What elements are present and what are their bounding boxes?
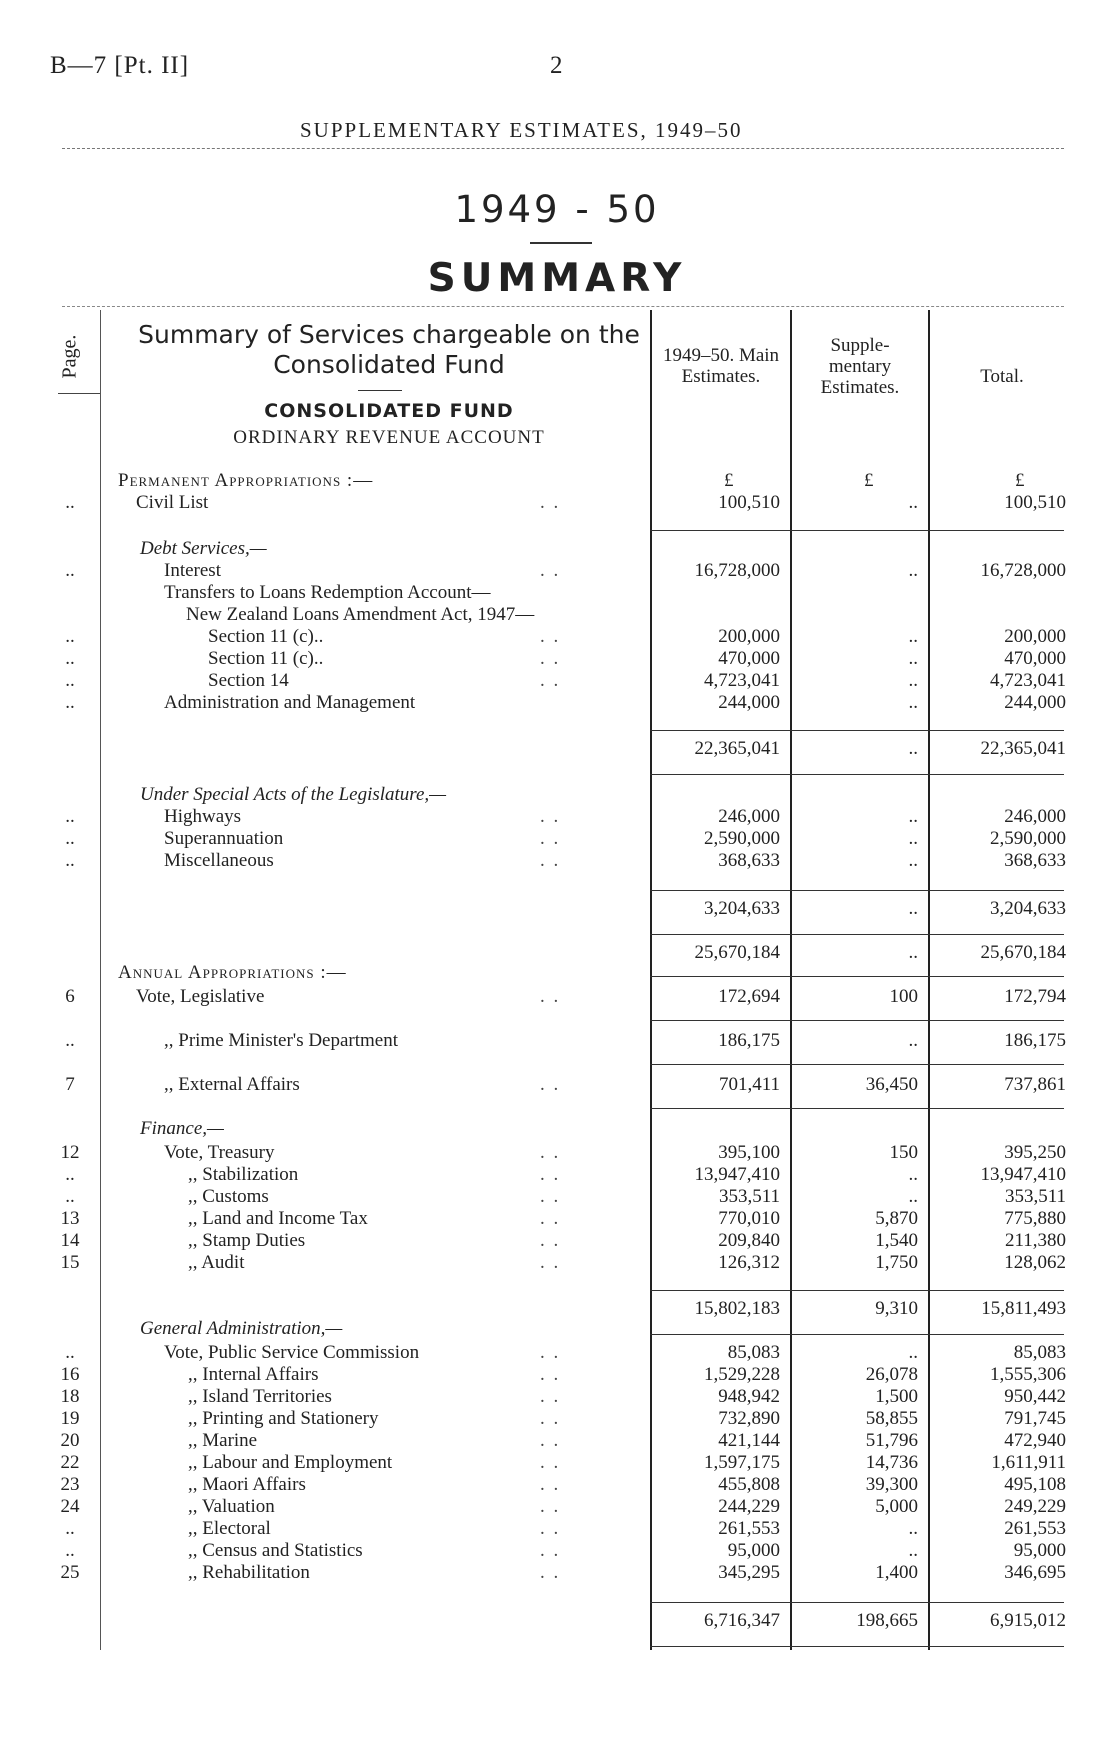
- row-label: ,, Marine: [188, 1430, 258, 1451]
- row-main-estimate: 4,723,041: [704, 670, 780, 691]
- leader-dots: . .: [540, 1342, 561, 1363]
- row-page: 19: [60, 1408, 80, 1429]
- row-main-estimate: 244,000: [718, 692, 780, 713]
- row-main-estimate: 246,000: [718, 806, 780, 827]
- leader-dots: . .: [540, 806, 561, 827]
- subtotal-row: [0, 1610, 1114, 1632]
- leader-dots: . .: [540, 1142, 561, 1163]
- subtotal-row: [0, 898, 1114, 920]
- row-main-estimate: 2,590,000: [704, 828, 780, 849]
- row-total: 22,365,041: [980, 738, 1066, 759]
- row-page: 22: [60, 1452, 80, 1473]
- year-heading: 1949 - 50: [454, 188, 660, 231]
- leader-dots: . .: [540, 1496, 561, 1517]
- row-page: ..: [65, 828, 75, 849]
- row-main-estimate: 16,728,000: [694, 560, 780, 581]
- col-main-header: 1949–50. Main Estimates.: [662, 345, 780, 387]
- row-main-estimate: 1,597,175: [704, 1452, 780, 1473]
- row-total: 1,555,306: [990, 1364, 1066, 1385]
- row-page: ..: [65, 648, 75, 669]
- row-page: 14: [60, 1230, 80, 1251]
- page-number: 2: [550, 52, 563, 79]
- row-main-estimate: 25,670,184: [694, 942, 780, 963]
- row-label: ,, Electoral: [188, 1518, 271, 1539]
- row-supplementary: ..: [908, 1030, 918, 1051]
- row-label: ,, Stabilization: [188, 1164, 299, 1185]
- row-supplementary: 1,540: [875, 1230, 918, 1251]
- row-label: Vote, Treasury: [164, 1142, 275, 1163]
- leader-dots: . .: [540, 1164, 561, 1185]
- table-row: [0, 1496, 1114, 1518]
- leader-dots: . .: [540, 648, 561, 669]
- row-page: ..: [65, 1030, 75, 1051]
- row-total: 775,880: [1004, 1208, 1066, 1229]
- table-row: [0, 560, 1114, 582]
- row-supplementary: 36,450: [865, 1074, 918, 1095]
- row-supplementary: ..: [908, 898, 918, 919]
- table-row: [0, 1186, 1114, 1208]
- subtotal-row: [0, 738, 1114, 760]
- row-page: 25: [60, 1562, 80, 1583]
- row-main-estimate: 732,890: [718, 1408, 780, 1429]
- page-column-header: Page.: [58, 334, 81, 379]
- table-row: [0, 1518, 1114, 1540]
- row-label: Administration and Management: [164, 692, 416, 713]
- row-supplementary: ..: [908, 1540, 918, 1561]
- row-total: 25,670,184: [980, 942, 1066, 963]
- col-supp-header: Supple-mentary Estimates.: [820, 335, 900, 398]
- table-row: [0, 1074, 1114, 1096]
- row-total: 261,553: [1004, 1518, 1066, 1539]
- row-supplementary: 9,310: [875, 1298, 918, 1319]
- table-row: [0, 1386, 1114, 1408]
- row-total: 16,728,000: [980, 560, 1066, 581]
- row-page: ..: [65, 1540, 75, 1561]
- row-main-estimate: 172,694: [718, 986, 780, 1007]
- row-supplementary: 58,855: [865, 1408, 918, 1429]
- subtotal-rule: [650, 774, 1064, 775]
- row-page: ..: [65, 492, 75, 513]
- row-supplementary: ..: [908, 1186, 918, 1207]
- subtotal-rule: [650, 1646, 1064, 1647]
- row-label: ,, Land and Income Tax: [188, 1208, 368, 1229]
- row-page: ..: [65, 560, 75, 581]
- row-supplementary: ..: [908, 692, 918, 713]
- section-debt: Debt Services,—: [140, 538, 267, 559]
- table-row: [0, 1142, 1114, 1164]
- row-main-estimate: 6,716,347: [704, 1610, 780, 1631]
- row-page: ..: [65, 1342, 75, 1363]
- row-main-estimate: 395,100: [718, 1142, 780, 1163]
- table-row: [0, 1540, 1114, 1562]
- subtotal-rule: [650, 976, 1064, 977]
- leader-dots: . .: [540, 1386, 561, 1407]
- row-page: 20: [60, 1430, 80, 1451]
- row-main-estimate: 345,295: [718, 1562, 780, 1583]
- row-total: 472,940: [1004, 1430, 1066, 1451]
- row-label: Section 11 (c)..: [208, 626, 324, 647]
- section-nzloans: New Zealand Loans Amendment Act, 1947—: [186, 604, 535, 625]
- table-row: [0, 1030, 1114, 1052]
- row-page: 7: [65, 1074, 75, 1095]
- summary-heading: SUMMARY: [427, 256, 687, 301]
- row-total: 791,745: [1004, 1408, 1066, 1429]
- row-label: ,, Printing and Stationery: [188, 1408, 379, 1429]
- row-label: ,, Customs: [188, 1186, 269, 1207]
- table-row: [0, 986, 1114, 1008]
- row-main-estimate: 3,204,633: [704, 898, 780, 919]
- row-total: 353,511: [1004, 1186, 1066, 1207]
- row-supplementary: ..: [908, 670, 918, 691]
- leader-dots: . .: [540, 850, 561, 871]
- row-total: 6,915,012: [990, 1610, 1066, 1631]
- leader-dots: . .: [540, 1430, 561, 1451]
- row-main-estimate: 13,947,410: [694, 1164, 780, 1185]
- table-row: [0, 1364, 1114, 1386]
- row-label: ,, Labour and Employment: [188, 1452, 393, 1473]
- row-total: 244,000: [1004, 692, 1066, 713]
- row-label: Section 11 (c)..: [208, 648, 324, 669]
- leader-dots: . .: [540, 1518, 561, 1539]
- leader-dots: . .: [540, 1474, 561, 1495]
- row-main-estimate: 421,144: [718, 1430, 780, 1451]
- subtotal-rule: [650, 1602, 1064, 1603]
- row-supplementary: 1,400: [875, 1562, 918, 1583]
- table-title: Summary of Services chargeable on the Consolidated Fund: [138, 320, 640, 379]
- table-row: [0, 648, 1114, 670]
- row-total: 85,083: [1013, 1342, 1066, 1363]
- leader-dots: . .: [540, 1186, 561, 1207]
- row-page: 23: [60, 1474, 80, 1495]
- row-total: 95,000: [1013, 1540, 1066, 1561]
- row-supplementary: 1,750: [875, 1252, 918, 1273]
- row-label: ,, Rehabilitation: [188, 1562, 310, 1583]
- row-total: 346,695: [1004, 1562, 1066, 1583]
- leader-dots: . .: [540, 1562, 561, 1583]
- subtotal-rule: [650, 1334, 1064, 1335]
- row-total: 100,510: [1004, 492, 1066, 513]
- table-row: [0, 1342, 1114, 1364]
- row-label: ,, Valuation: [188, 1496, 275, 1517]
- row-main-estimate: 261,553: [718, 1518, 780, 1539]
- row-total: 495,108: [1004, 1474, 1066, 1495]
- row-main-estimate: 353,511: [718, 1186, 780, 1207]
- currency-main: £: [724, 470, 734, 491]
- row-page: ..: [65, 850, 75, 871]
- row-label: ,, Prime Minister's Department: [164, 1030, 399, 1051]
- account-heading: ORDINARY REVENUE ACCOUNT: [233, 427, 545, 448]
- row-total: 4,723,041: [990, 670, 1066, 691]
- leader-dots: . .: [540, 626, 561, 647]
- section-transfers: Transfers to Loans Redemption Account—: [164, 582, 491, 603]
- fund-heading: CONSOLIDATED FUND: [264, 400, 514, 422]
- table-row: [0, 1208, 1114, 1230]
- row-supplementary: ..: [908, 1518, 918, 1539]
- row-label: Miscellaneous: [164, 850, 274, 871]
- row-page: ..: [65, 626, 75, 647]
- row-label: Section 14: [208, 670, 289, 691]
- row-page: 18: [60, 1386, 80, 1407]
- row-page: ..: [65, 1518, 75, 1539]
- row-page: ..: [65, 1164, 75, 1185]
- row-label: Vote, Legislative: [136, 986, 265, 1007]
- row-total: 249,229: [1004, 1496, 1066, 1517]
- row-total: 1,611,911: [991, 1452, 1066, 1473]
- row-supplementary: 26,078: [865, 1364, 918, 1385]
- row-main-estimate: 200,000: [718, 626, 780, 647]
- row-page: ..: [65, 692, 75, 713]
- subtotal-rule: [650, 890, 1064, 891]
- row-label: ,, Island Territories: [188, 1386, 332, 1407]
- table-row: [0, 692, 1114, 714]
- row-label: Superannuation: [164, 828, 284, 849]
- row-supplementary: ..: [908, 560, 918, 581]
- subtotal-row: [0, 942, 1114, 964]
- row-label: Civil List: [136, 492, 209, 513]
- row-total: 200,000: [1004, 626, 1066, 647]
- leader-dots: . .: [540, 1230, 561, 1251]
- row-total: 950,442: [1004, 1386, 1066, 1407]
- row-supplementary: ..: [908, 492, 918, 513]
- subtotal-rule: [650, 1064, 1064, 1065]
- title-rule: [358, 390, 402, 391]
- subtotal-rule: [650, 1108, 1064, 1109]
- leader-dots: . .: [540, 1208, 561, 1229]
- table-row: [0, 1474, 1114, 1496]
- col-total-header: Total.: [980, 366, 1024, 387]
- section-annual: Annual Appropriations :—: [118, 962, 347, 983]
- year-rule: [530, 242, 592, 244]
- table-row: [0, 1252, 1114, 1274]
- subtotal-rule: [650, 730, 1064, 731]
- row-main-estimate: 186,175: [718, 1030, 780, 1051]
- row-total: 395,250: [1004, 1142, 1066, 1163]
- row-label: Highways: [164, 806, 242, 827]
- currency-supp: £: [864, 470, 874, 491]
- table-row: [0, 626, 1114, 648]
- row-label: ,, Stamp Duties: [188, 1230, 306, 1251]
- page-subtitle: SUPPLEMENTARY ESTIMATES, 1949–50: [300, 118, 743, 142]
- row-total: 13,947,410: [980, 1164, 1066, 1185]
- row-main-estimate: 100,510: [718, 492, 780, 513]
- table-row: [0, 492, 1114, 514]
- row-supplementary: ..: [908, 1342, 918, 1363]
- table-row: [0, 1562, 1114, 1584]
- row-page: 6: [65, 986, 75, 1007]
- table-row: [0, 1452, 1114, 1474]
- row-supplementary: ..: [908, 626, 918, 647]
- row-page: 12: [60, 1142, 80, 1163]
- row-main-estimate: 209,840: [718, 1230, 780, 1251]
- table-row: [0, 1408, 1114, 1430]
- row-main-estimate: 470,000: [718, 648, 780, 669]
- row-main-estimate: 85,083: [727, 1342, 780, 1363]
- leader-dots: . .: [540, 1540, 561, 1561]
- row-supplementary: 51,796: [865, 1430, 918, 1451]
- row-label: Interest: [164, 560, 221, 581]
- subtotal-rule: [650, 1290, 1064, 1291]
- row-total: 128,062: [1004, 1252, 1066, 1273]
- page-header-rule: [58, 393, 100, 394]
- row-supplementary: 39,300: [865, 1474, 918, 1495]
- row-supplementary: 198,665: [856, 1610, 918, 1631]
- row-label: ,, Maori Affairs: [188, 1474, 306, 1495]
- row-main-estimate: 126,312: [718, 1252, 780, 1273]
- row-total: 737,861: [1004, 1074, 1066, 1095]
- row-supplementary: 14,736: [865, 1452, 918, 1473]
- leader-dots: . .: [540, 1074, 561, 1095]
- subtotal-rule: [650, 530, 1064, 531]
- row-total: 15,811,493: [981, 1298, 1066, 1319]
- section-finance: Finance,—: [140, 1118, 224, 1139]
- table-row: [0, 1230, 1114, 1252]
- row-page: ..: [65, 1186, 75, 1207]
- row-total: 172,794: [1004, 986, 1066, 1007]
- leader-dots: . .: [540, 1452, 561, 1473]
- row-supplementary: 150: [889, 1142, 918, 1163]
- row-supplementary: 1,500: [875, 1386, 918, 1407]
- leader-dots: . .: [540, 986, 561, 1007]
- row-label: ,, Audit: [188, 1252, 245, 1273]
- row-total: 211,380: [1004, 1230, 1066, 1251]
- row-label: Vote, Public Service Commission: [164, 1342, 420, 1363]
- row-main-estimate: 22,365,041: [694, 738, 780, 759]
- row-total: 470,000: [1004, 648, 1066, 669]
- row-label: ,, Census and Statistics: [188, 1540, 363, 1561]
- row-main-estimate: 244,229: [718, 1496, 780, 1517]
- table-row: [0, 850, 1114, 872]
- section-general: General Administration,—: [140, 1318, 343, 1339]
- row-supplementary: 5,000: [875, 1496, 918, 1517]
- row-supplementary: ..: [908, 942, 918, 963]
- row-main-estimate: 455,808: [718, 1474, 780, 1495]
- row-total: 3,204,633: [990, 898, 1066, 919]
- leader-dots: . .: [540, 1252, 561, 1273]
- currency-total: £: [1015, 470, 1025, 491]
- table-row: [0, 828, 1114, 850]
- row-total: 2,590,000: [990, 828, 1066, 849]
- leader-dots: . .: [540, 670, 561, 691]
- row-supplementary: ..: [908, 850, 918, 871]
- table-row: [0, 1430, 1114, 1452]
- row-label: ,, External Affairs: [164, 1074, 300, 1095]
- table-row: [0, 670, 1114, 692]
- row-page: 13: [60, 1208, 80, 1229]
- row-main-estimate: 15,802,183: [694, 1298, 780, 1319]
- row-main-estimate: 1,529,228: [704, 1364, 780, 1385]
- leader-dots: . .: [540, 828, 561, 849]
- row-supplementary: 100: [889, 986, 918, 1007]
- subtotal-rule: [650, 1020, 1064, 1021]
- row-supplementary: ..: [908, 648, 918, 669]
- row-page: ..: [65, 670, 75, 691]
- leader-dots: . .: [540, 560, 561, 581]
- row-supplementary: ..: [908, 806, 918, 827]
- header-rule: [62, 148, 1064, 149]
- row-supplementary: ..: [908, 738, 918, 759]
- table-row: [0, 806, 1114, 828]
- row-total: 368,633: [1004, 850, 1066, 871]
- row-main-estimate: 368,633: [718, 850, 780, 871]
- leader-dots: . .: [540, 492, 561, 513]
- row-supplementary: 5,870: [875, 1208, 918, 1229]
- row-page: 24: [60, 1496, 80, 1517]
- subtotal-row: [0, 1298, 1114, 1320]
- row-page: ..: [65, 806, 75, 827]
- row-main-estimate: 948,942: [718, 1386, 780, 1407]
- table-top-rule: [62, 306, 1064, 307]
- row-label: ,, Internal Affairs: [188, 1364, 319, 1385]
- row-total: 246,000: [1004, 806, 1066, 827]
- row-supplementary: ..: [908, 828, 918, 849]
- section-permanent: Permanent Appropriations :—: [118, 470, 374, 491]
- row-main-estimate: 770,010: [718, 1208, 780, 1229]
- row-page: 15: [60, 1252, 80, 1273]
- subtotal-rule: [650, 934, 1064, 935]
- row-total: 186,175: [1004, 1030, 1066, 1051]
- leader-dots: . .: [540, 1408, 561, 1429]
- leader-dots: . .: [540, 1364, 561, 1385]
- row-main-estimate: 95,000: [727, 1540, 780, 1561]
- row-supplementary: ..: [908, 1164, 918, 1185]
- table-row: [0, 1164, 1114, 1186]
- row-main-estimate: 701,411: [718, 1074, 780, 1095]
- section-special: Under Special Acts of the Legislature,—: [140, 784, 447, 805]
- row-page: 16: [60, 1364, 80, 1385]
- document-reference: B—7 [Pt. II]: [50, 52, 190, 79]
